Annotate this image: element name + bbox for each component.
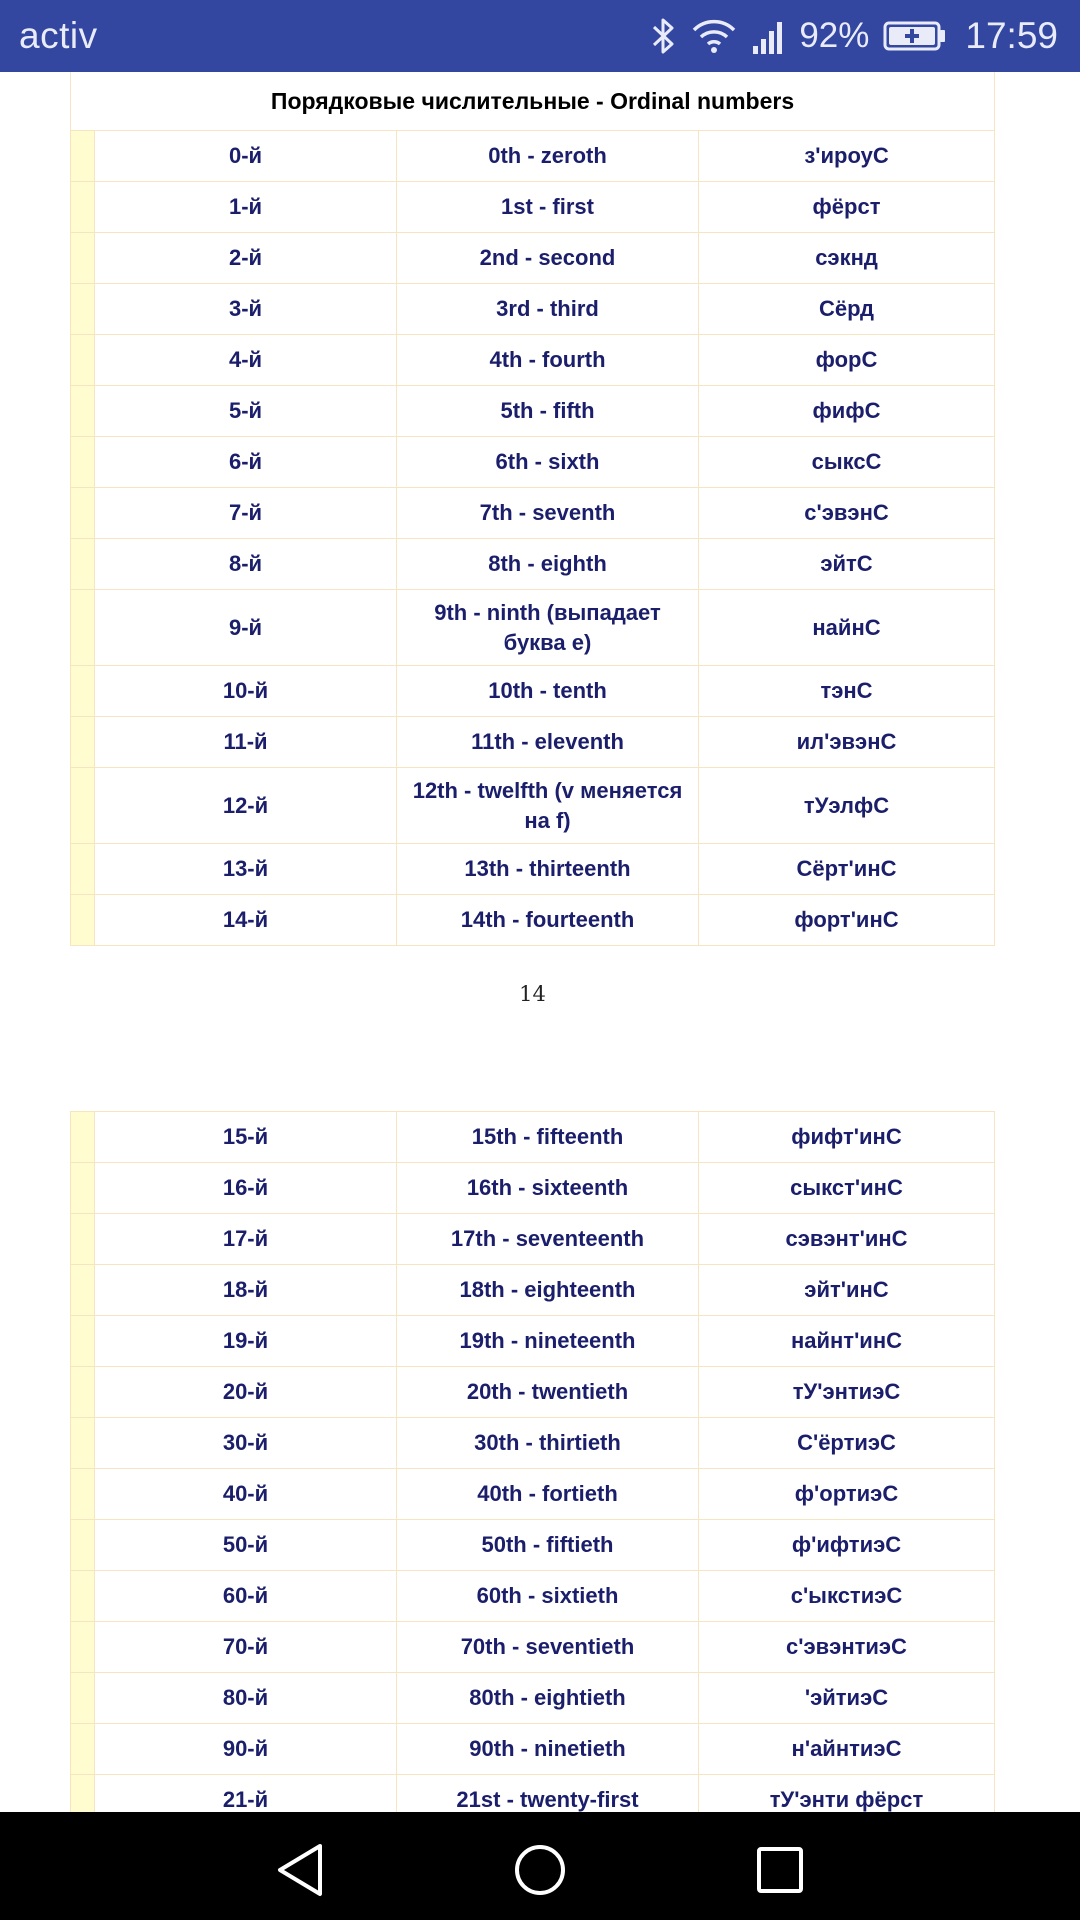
table-row bbox=[71, 1418, 995, 1469]
table-row bbox=[71, 488, 995, 539]
table-row bbox=[71, 1622, 995, 1673]
en-cell: 70th - seventieth bbox=[397, 1622, 699, 1673]
table-row bbox=[71, 335, 995, 386]
ru-cell: 21-й bbox=[95, 1775, 397, 1813]
en-cell: 14th - fourteenth bbox=[397, 895, 699, 946]
pron-cell: с'эвэнтиэС bbox=[699, 1622, 995, 1673]
ru-cell: 40-й bbox=[95, 1469, 397, 1520]
table-title: Порядковые числительные - Ordinal numbers bbox=[71, 72, 995, 131]
table-row bbox=[71, 437, 995, 488]
pron-cell: с'ыкстиэС bbox=[699, 1571, 995, 1622]
en-cell: 17th - seventeenth bbox=[397, 1214, 699, 1265]
ru-cell: 18-й bbox=[95, 1265, 397, 1316]
pron-cell: ф'ифтиэС bbox=[699, 1520, 995, 1571]
en-cell: 2nd - second bbox=[397, 233, 699, 284]
en-cell: 8th - eighth bbox=[397, 539, 699, 590]
ru-cell: 8-й bbox=[95, 539, 397, 590]
recents-icon[interactable] bbox=[750, 1840, 810, 1900]
en-cell: 15th - fifteenth bbox=[397, 1112, 699, 1163]
ru-cell: 16-й bbox=[95, 1163, 397, 1214]
signal-icon bbox=[751, 16, 785, 56]
pron-cell: сыксС bbox=[699, 437, 995, 488]
document-view[interactable] bbox=[0, 72, 1080, 1812]
ru-cell: 3-й bbox=[95, 284, 397, 335]
en-cell: 1st - first bbox=[397, 182, 699, 233]
pron-cell: форт'инС bbox=[699, 895, 995, 946]
en-cell: 11th - eleventh bbox=[397, 717, 699, 768]
pron-cell: С'ёртиэС bbox=[699, 1418, 995, 1469]
table-row bbox=[71, 1163, 995, 1214]
en-cell: 18th - eighteenth bbox=[397, 1265, 699, 1316]
table-row bbox=[71, 1724, 995, 1775]
table-row bbox=[71, 666, 995, 717]
status-icons bbox=[651, 0, 1058, 72]
en-cell: 21st - twenty-first bbox=[397, 1775, 699, 1813]
table-row bbox=[71, 768, 995, 844]
table-row bbox=[71, 1775, 995, 1813]
table-row bbox=[71, 1112, 995, 1163]
pron-cell: ил'эвэнС bbox=[699, 717, 995, 768]
pron-cell: 'эйтиэС bbox=[699, 1673, 995, 1724]
pron-cell: тУ'энти фёрст bbox=[699, 1775, 995, 1813]
table-row bbox=[71, 539, 995, 590]
pron-cell: сэкнд bbox=[699, 233, 995, 284]
page-number: 14 bbox=[519, 982, 546, 1006]
battery-percent: 92% bbox=[799, 16, 870, 55]
ru-cell: 0-й bbox=[95, 131, 397, 182]
table-row bbox=[71, 1571, 995, 1622]
en-cell: 0th - zeroth bbox=[397, 131, 699, 182]
pron-cell: фёрст bbox=[699, 182, 995, 233]
pron-cell: эйт'инС bbox=[699, 1265, 995, 1316]
pron-cell: сэвэнт'инС bbox=[699, 1214, 995, 1265]
home-icon[interactable] bbox=[510, 1840, 570, 1900]
ru-cell: 7-й bbox=[95, 488, 397, 539]
table-title-row bbox=[71, 72, 995, 131]
en-cell: 19th - nineteenth bbox=[397, 1316, 699, 1367]
table-row bbox=[71, 131, 995, 182]
ru-cell: 14-й bbox=[95, 895, 397, 946]
table-row bbox=[71, 233, 995, 284]
ru-cell: 80-й bbox=[95, 1673, 397, 1724]
table-row bbox=[71, 1265, 995, 1316]
table-row bbox=[71, 1673, 995, 1724]
table-row bbox=[71, 1214, 995, 1265]
clock: 17:59 bbox=[965, 15, 1058, 56]
wifi-icon bbox=[691, 16, 737, 56]
ru-cell: 90-й bbox=[95, 1724, 397, 1775]
en-cell: 4th - fourth bbox=[397, 335, 699, 386]
ru-cell: 5-й bbox=[95, 386, 397, 437]
pron-cell: Сёрт'инС bbox=[699, 844, 995, 895]
pron-cell: эйтС bbox=[699, 539, 995, 590]
pron-cell: с'эвэнС bbox=[699, 488, 995, 539]
ru-cell: 17-й bbox=[95, 1214, 397, 1265]
en-cell: 80th - eightieth bbox=[397, 1673, 699, 1724]
pron-cell: форС bbox=[699, 335, 995, 386]
en-cell: 6th - sixth bbox=[397, 437, 699, 488]
ru-cell: 1-й bbox=[95, 182, 397, 233]
ru-cell: 70-й bbox=[95, 1622, 397, 1673]
pron-cell: фифт'инС bbox=[699, 1112, 995, 1163]
pron-cell: найнС bbox=[699, 590, 995, 666]
battery-charging-icon bbox=[883, 20, 947, 52]
pron-cell: н'айнтиэС bbox=[699, 1724, 995, 1775]
ru-cell: 50-й bbox=[95, 1520, 397, 1571]
table-row bbox=[71, 1316, 995, 1367]
en-cell: 30th - thirtieth bbox=[397, 1418, 699, 1469]
en-cell: 20th - twentieth bbox=[397, 1367, 699, 1418]
pron-cell: тУэлфС bbox=[699, 768, 995, 844]
ru-cell: 60-й bbox=[95, 1571, 397, 1622]
pron-cell: з'ироуС bbox=[699, 131, 995, 182]
bluetooth-icon bbox=[651, 16, 677, 56]
en-cell: 40th - fortieth bbox=[397, 1469, 699, 1520]
en-cell: 13th - thirteenth bbox=[397, 844, 699, 895]
ru-cell: 10-й bbox=[95, 666, 397, 717]
back-icon[interactable] bbox=[270, 1840, 330, 1900]
table-row bbox=[71, 1520, 995, 1571]
status-bar bbox=[0, 0, 1080, 72]
ru-cell: 11-й bbox=[95, 717, 397, 768]
ru-cell: 15-й bbox=[95, 1112, 397, 1163]
table-row bbox=[71, 284, 995, 335]
pron-cell: сыкст'инС bbox=[699, 1163, 995, 1214]
pron-cell: ф'ортиэС bbox=[699, 1469, 995, 1520]
pron-cell: Сёрд bbox=[699, 284, 995, 335]
pron-cell: тэнС bbox=[699, 666, 995, 717]
ordinal-table-2 bbox=[70, 1111, 995, 1812]
en-cell: 60th - sixtieth bbox=[397, 1571, 699, 1622]
en-cell: 5th - fifth bbox=[397, 386, 699, 437]
ru-cell: 20-й bbox=[95, 1367, 397, 1418]
ru-cell: 19-й bbox=[95, 1316, 397, 1367]
pron-cell: тУ'энтиэС bbox=[699, 1367, 995, 1418]
pron-cell: найнт'инС bbox=[699, 1316, 995, 1367]
en-cell: 3rd - third bbox=[397, 284, 699, 335]
ru-cell: 9-й bbox=[95, 590, 397, 666]
navigation-bar bbox=[0, 1812, 1080, 1920]
table-row bbox=[71, 1367, 995, 1418]
ru-cell: 13-й bbox=[95, 844, 397, 895]
en-cell: 12th - twelfth (v меняется на f) bbox=[397, 768, 699, 844]
ru-cell: 30-й bbox=[95, 1418, 397, 1469]
ru-cell: 6-й bbox=[95, 437, 397, 488]
ru-cell: 4-й bbox=[95, 335, 397, 386]
ru-cell: 12-й bbox=[95, 768, 397, 844]
en-cell: 9th - ninth (выпадает буква e) bbox=[397, 590, 699, 666]
en-cell: 10th - tenth bbox=[397, 666, 699, 717]
en-cell: 50th - fiftieth bbox=[397, 1520, 699, 1571]
table-row bbox=[71, 182, 995, 233]
pron-cell: фифС bbox=[699, 386, 995, 437]
table-row bbox=[71, 844, 995, 895]
ordinal-table-1 bbox=[70, 72, 995, 946]
table-row bbox=[71, 386, 995, 437]
app-name: activ bbox=[19, 15, 98, 56]
en-cell: 16th - sixteenth bbox=[397, 1163, 699, 1214]
table-row bbox=[71, 590, 995, 666]
table-row bbox=[71, 717, 995, 768]
table-row bbox=[71, 1469, 995, 1520]
table-row bbox=[71, 895, 995, 946]
ru-cell: 2-й bbox=[95, 233, 397, 284]
en-cell: 90th - ninetieth bbox=[397, 1724, 699, 1775]
en-cell: 7th - seventh bbox=[397, 488, 699, 539]
